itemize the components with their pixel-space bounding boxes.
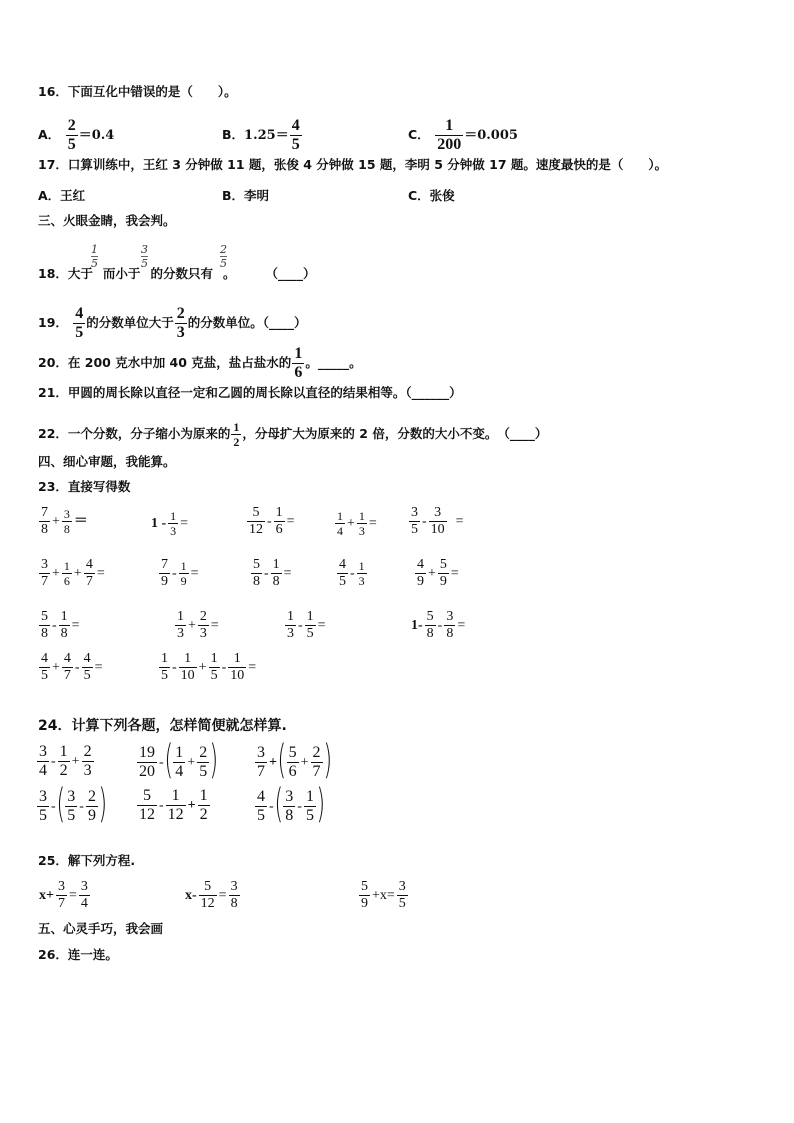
equation-item: x- $\frac{5}{12}$ = $\frac{3}{8}$	[185, 879, 238, 911]
question-24-title: 24．计算下列各题，怎样简便就怎样算.	[38, 718, 287, 734]
calc-item: $\frac{3}{4}$ - $\frac{1}{2}$ + $\frac{2}{3}$	[39, 743, 92, 779]
question-19: 19． $\frac{4}{5}$ 的分数单位大于 $\frac{2}{3}$ 的分数单位。（____）	[38, 305, 307, 341]
calc-item: $\frac{19}{20}$ -( $\frac{1}{4}$ + $\frac{2}{5}$ )	[139, 737, 219, 783]
question-text: 下面互化中错误的是（ ）。	[67, 84, 237, 99]
fraction: 2 5	[220, 243, 227, 270]
question-17: 17．口算训练中，王红 3 分钟做 11 题，张俊 4 分钟做 15 题，李明 5 分钟做 17 题。速度最快的是（ ）。	[38, 157, 668, 172]
equation-item: $\frac{5}{9}$ +x= $\frac{3}{5}$	[361, 879, 406, 911]
equation-item: x+ $\frac{3}{7}$ = $\frac{3}{4}$	[39, 879, 88, 911]
calc-item: $\frac{1}{3}$ - $\frac{1}{5}$ =	[287, 609, 326, 641]
calc-item: $\frac{3}{7}$ + $\frac{1}{6}$ + $\frac{4}{7}$ =	[41, 557, 105, 589]
calc-item: $\frac{4}{5}$ - $\frac{1}{3}$	[339, 557, 365, 589]
question-23-title: 23．直接写得数	[38, 479, 131, 494]
fraction: $\frac{4}{5}$	[291, 117, 300, 153]
calc-item: $\frac{7}{9}$ - $\frac{1}{9}$ =	[161, 557, 199, 589]
calc-item: $\frac{3}{5}$ -( $\frac{3}{5}$ - $\frac{2}{9}$ )	[39, 781, 108, 827]
calc-item: $\frac{5}{8}$ - $\frac{1}{8}$ =	[41, 609, 80, 641]
calc-item: $\frac{5}{12}$ - $\frac{1}{6}$ =	[249, 505, 295, 537]
question-20: 20．在 200 克水中加 40 克盐，盐占盐水的 $\frac{1}{6}$ 。_____。	[38, 345, 362, 381]
calc-item: $\frac{1}{5}$ - $\frac{1}{10}$ + $\frac{1}{5}$ - $\frac{1}{10}$ =	[161, 651, 257, 683]
question-26-title: 26．连一连。	[38, 947, 118, 962]
q17-option-a: A．王红	[38, 188, 86, 203]
question-number: 16．	[38, 84, 68, 99]
calc-item: 1 - $\frac{1}{3}$ =	[151, 509, 189, 538]
calc-item: $\frac{4}{9}$ + $\frac{5}{9}$ =	[417, 557, 459, 589]
calc-item: $\frac{4}{5}$ + $\frac{4}{7}$ - $\frac{4}{5}$ =	[41, 651, 103, 683]
q17-option-b: B．李明	[222, 188, 270, 203]
q16-option-c: C． $\frac{1}{200}$ ＝0.005	[408, 117, 518, 153]
calc-item: $\frac{1}{3}$ + $\frac{2}{3}$ =	[177, 609, 219, 641]
fraction: $\frac{1}{6}$	[294, 345, 303, 381]
fraction: $\frac{4}{5}$	[75, 305, 84, 341]
question-18: 18．大于 而小于 的分数只有 。 （____）	[38, 266, 316, 281]
fraction: 1 5	[91, 243, 98, 270]
fraction: $\frac{1}{2}$	[233, 420, 240, 449]
calc-item: 1- $\frac{5}{8}$ - $\frac{3}{8}$ =	[411, 609, 466, 641]
fraction: 3 5	[141, 243, 148, 270]
section-3-heading: 三、火眼金睛，我会判。	[38, 213, 176, 228]
calc-item: $\frac{4}{5}$ -( $\frac{3}{8}$ - $\frac{1}{5}$ )	[257, 781, 326, 827]
calc-item: $\frac{5}{12}$ - $\frac{1}{12}$ + $\frac{1}{2}$	[139, 787, 208, 823]
question-16	[38, 84, 237, 100]
section-4-heading: 四、细心审题，我能算。	[38, 454, 176, 469]
question-21: 21．甲圆的周长除以直径一定和乙圆的周长除以直径的结果相等。（______）	[38, 385, 462, 400]
calc-item: $\frac{3}{7}$ +( $\frac{5}{6}$ + $\frac{2}{7}$ )	[257, 737, 332, 783]
fraction: $\frac{2}{3}$	[176, 305, 185, 341]
calc-item: $\frac{5}{8}$ - $\frac{1}{8}$ =	[253, 557, 292, 589]
q16-option-a: A． $\frac{2}{5}$ ＝0.4	[38, 117, 115, 153]
q17-option-c: C．张俊	[408, 188, 455, 203]
section-5-heading: 五、心灵手巧，我会画	[38, 921, 164, 936]
calc-item: $\frac{7}{8}$ + $\frac{3}{8}$ ＝	[41, 505, 88, 537]
calc-item: $\frac{3}{5}$ - $\frac{3}{10}$ =	[411, 505, 464, 537]
calc-item: $\frac{1}{4}$ + $\frac{1}{3}$ =	[337, 509, 377, 538]
question-22: 22．一个分数，分子缩小为原来的 $\frac{1}{2}$ ，分母扩大为原来的 2 倍，分数的大小不变。 （____）	[38, 420, 548, 449]
fraction: $\frac{2}{5}$	[67, 117, 76, 153]
question-25-title: 25．解下列方程.	[38, 853, 136, 868]
q16-option-b: B．1.25＝ $\frac{4}{5}$	[222, 117, 300, 153]
fraction: $\frac{1}{200}$	[437, 117, 462, 153]
